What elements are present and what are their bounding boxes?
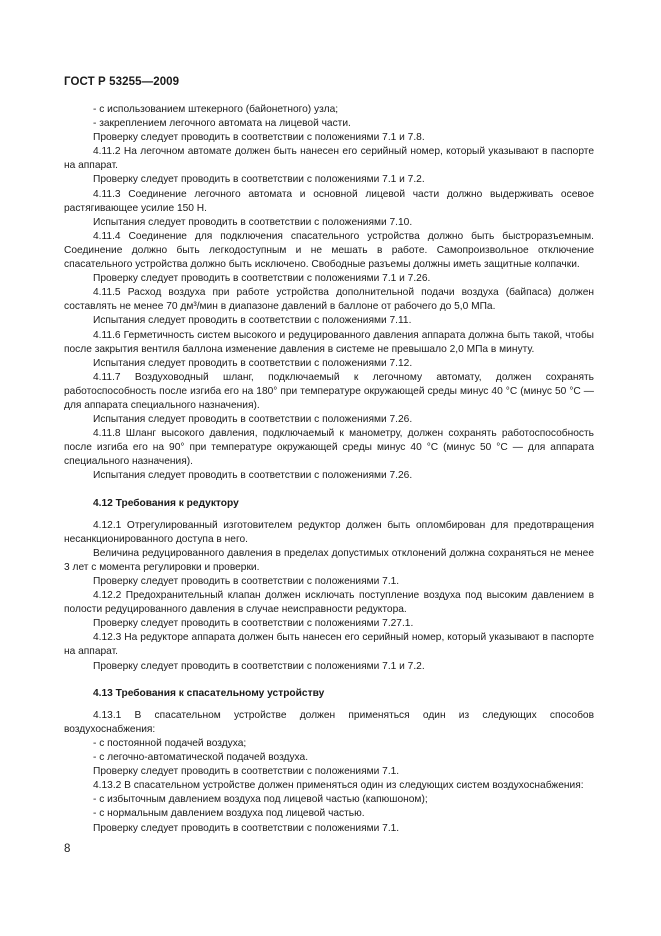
paragraph: 4.12.2 Предохранительный клапан должен исключать поступление воздуха под высоким давлением в полости редуцированного давления в случае неисправности редуктора. [64, 590, 594, 616]
paragraph: - с постоянной подачей воздуха; [93, 737, 247, 749]
paragraph: 4.11.7 Воздуховодный шланг, подключаемый к легочному автомату, должен сохранять работоспособность после изгиба его на 180° при температуре окружающей среды минус 40 °С (минус 50 °С — для аппарата специального назначения). [64, 371, 594, 411]
paragraph: Проверку следует проводить в соответствии с положениями 7.1. [93, 766, 400, 778]
paragraph: Проверку следует проводить в соответствии с положениями 7.1. [93, 822, 400, 834]
paragraph: - закреплением легочного автомата на лицевой части. [93, 118, 351, 130]
paragraph: 4.13.2 В спасательном устройстве должен применяться один из следующих систем воздухоснабжения: [93, 780, 584, 792]
paragraph: - с нормальным давлением воздуха под лицевой частью. [93, 808, 365, 820]
paragraph: Проверку следует проводить в соответствии с положениями 7.1 и 7.2. [93, 660, 425, 672]
paragraph: 4.11.4 Соединение для подключения спасательного устройства должно быть быстроразъемным. Соединение должно быть легкодоступным и не мешать в работе. Самопроизвольное отключение спасательного устройства должно быть исключено. Свободные разъемы должны иметь защитные колпачки. [64, 230, 594, 271]
paragraph: - с легочно-автоматической подачей воздуха. [93, 752, 309, 764]
document-body [64, 103, 594, 836]
paragraph: Испытания следует проводить в соответствии с положениями 7.26. [93, 470, 413, 482]
section-heading: 4.13 Требования к спасательному устройству [93, 687, 325, 699]
paragraph: Испытания следует проводить в соответствии с положениями 7.10. [93, 216, 413, 228]
paragraph: Испытания следует проводить в соответствии с положениями 7.12. [93, 357, 413, 369]
section-heading: 4.12 Требования к редуктору [93, 497, 239, 509]
paragraph: Проверку следует проводить в соответствии с положениями 7.1. [93, 576, 400, 587]
paragraph: 4.11.5 Расход воздуха при работе устройства дополнительной подачи воздуха (байпаса) должен составлять не менее 70 дм³/мин в диапазоне давлений в баллоне от рабочего до 5,0 МПа. [64, 287, 594, 313]
paragraph: Величина редуцированного давления в пределах допустимых отклонений должна сохраняться не менее 3 лет с момента регулировки и проверки. [64, 547, 594, 573]
paragraph: 4.12.3 На редукторе аппарата должен быть нанесен его серийный номер, который указывают в паспорте на аппарат. [64, 632, 594, 658]
paragraph: 4.11.2 На легочном автомате должен быть нанесен его серийный номер, который указывают в паспорте на аппарат. [64, 146, 594, 172]
paragraph: Проверку следует проводить в соответствии с положениями 7.27.1. [93, 618, 414, 630]
paragraph: 4.12.1 Отрегулированный изготовителем редуктор должен быть опломбирован для предотвращения несанкционированного доступа в него. [64, 519, 594, 545]
paragraph: 4.11.3 Соединение легочного автомата и основной лицевой части должно выдерживать осевое растягивающее усилие 150 Н. [64, 188, 594, 214]
paragraph: - с избыточным давлением воздуха под лицевой частью (капюшоном); [93, 794, 428, 806]
paragraph: Испытания следует проводить в соответствии с положениями 7.26. [93, 414, 413, 426]
paragraph: Испытания следует проводить в соответствии с положениями 7.11. [93, 315, 412, 327]
page-number: 8 [64, 843, 71, 855]
paragraph: Проверку следует проводить в соответствии с положениями 7.1 и 7.2. [93, 174, 425, 186]
paragraph: 4.11.6 Герметичность систем высокого и редуцированного давления аппарата должна быть такой, чтобы после закрытия вентиля баллона изменение давления в системе не превышало 2,0 МПа в минуту. [64, 329, 594, 355]
paragraph: - с использованием штекерного (байонетного) узла; [93, 104, 339, 115]
paragraph: 4.11.8 Шланг высокого давления, подключаемый к манометру, должен сохранять работоспособность после изгиба его на 90° при температуре окружающей среды минус 40 °С (минус 50 °С — для аппарата специального назначения). [64, 428, 594, 468]
paragraph: Проверку следует проводить в соответствии с положениями 7.1 и 7.8. [93, 132, 425, 144]
paragraph: Проверку следует проводить в соответствии с положениями 7.1 и 7.26. [93, 273, 431, 285]
document-header: ГОСТ Р 53255—2009 [64, 76, 180, 88]
paragraph: 4.13.1 В спасательном устройстве должен применяться один из следующих способов воздухоснабжения: [64, 709, 594, 735]
